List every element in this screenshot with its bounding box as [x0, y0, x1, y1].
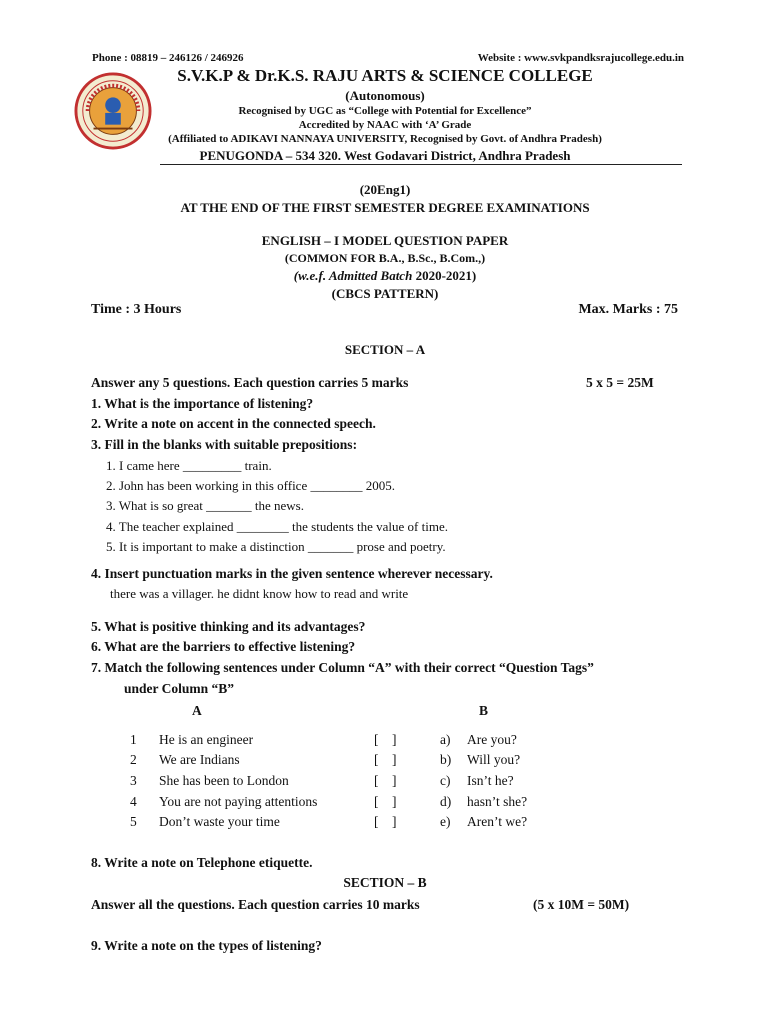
match-bracket: [ ] — [374, 794, 397, 809]
question-1: 1. What is the importance of listening? — [91, 396, 314, 411]
section-a-marks: 5 x 5 = 25M — [586, 375, 654, 390]
pattern-label: (CBCS PATTERN) — [331, 286, 439, 301]
match-letter: b) — [440, 752, 452, 767]
match-sentence: You are not paying attentions — [159, 794, 318, 809]
match-letter: e) — [440, 814, 451, 829]
match-num: 3 — [130, 773, 137, 788]
match-num: 4 — [130, 794, 137, 809]
exam-title: AT THE END OF THE FIRST SEMESTER DEGREE EXAMINATIONS — [180, 200, 590, 215]
section-b-marks: (5 x 10M = 50M) — [533, 897, 630, 912]
affiliation-text: (Affiliated to ADIKAVI NANNAYA UNIVERSITY, Recognised by Govt. of Andhra Pradesh) — [168, 133, 602, 145]
question-2: 2. Write a note on accent in the connected speech. — [91, 416, 376, 431]
contact-line — [92, 52, 684, 64]
match-num: 5 — [130, 814, 137, 829]
section-a-instruction: Answer any 5 questions. Each question carries 5 marks — [91, 375, 409, 390]
question-8: 8. Write a note on Telephone etiquette. — [91, 855, 313, 870]
match-tag: Will you? — [467, 752, 521, 767]
q3-item: 4. The teacher explained ________ the students the value of time. — [106, 519, 448, 534]
q3-item: 1. I came here _________ train. — [106, 458, 272, 473]
q3-item: 2. John has been working in this office ________ 2005. — [106, 478, 395, 493]
q3-item: 5. It is important to make a distinction _______ prose and poetry. — [106, 539, 446, 554]
match-letter: d) — [440, 794, 452, 809]
question-3: 3. Fill in the blanks with suitable prepositions: — [91, 437, 358, 452]
match-letter: c) — [440, 773, 451, 788]
phone-text: Phone : 08819 – 246126 / 246926 — [92, 52, 244, 64]
admitted-batch — [0, 268, 770, 284]
question-5: 5. What is positive thinking and its advantages? — [91, 619, 366, 634]
match-sentence: She has been to London — [159, 773, 289, 788]
match-sentence: Don’t waste your time — [159, 814, 280, 829]
paper-code: (20Eng1) — [359, 182, 411, 197]
match-letter: a) — [440, 732, 451, 747]
section-b-instruction: Answer all the questions. Each question carries 10 marks — [91, 897, 420, 912]
batch-italic: (w.e.f. Admitted Batch — [293, 268, 413, 283]
match-tag: Isn’t he? — [467, 773, 514, 788]
match-tag: hasn’t she? — [467, 794, 528, 809]
batch-years: 2020-2021) — [412, 268, 477, 283]
question-6: 6. What are the barriers to effective listening? — [91, 639, 356, 654]
match-num: 2 — [130, 752, 137, 767]
autonomous-label: (Autonomous) — [345, 88, 425, 103]
header-divider — [160, 164, 682, 165]
column-b-header: B — [479, 703, 489, 718]
time-label: Time : 3 Hours — [91, 302, 182, 317]
question-4: 4. Insert punctuation marks in the given sentence wherever necessary. — [91, 566, 493, 581]
section-a-title: SECTION – A — [344, 342, 426, 357]
q4-sentence: there was a villager. he didnt know how to read and write — [110, 586, 409, 601]
college-address: PENUGONDA – 534 320. West Godavari District, Andhra Pradesh — [199, 148, 571, 163]
q3-item: 3. What is so great _______ the news. — [106, 498, 304, 513]
section-b-title: SECTION – B — [343, 875, 427, 890]
recognition-text: Recognised by UGC as “College with Potential for Excellence” — [238, 105, 532, 117]
match-sentence: We are Indians — [159, 752, 240, 767]
question-9: 9. Write a note on the types of listening? — [91, 938, 322, 953]
max-marks-label: Max. Marks : 75 — [578, 302, 678, 317]
match-bracket: [ ] — [374, 814, 397, 829]
paper-title: ENGLISH – I MODEL QUESTION PAPER — [261, 233, 509, 248]
match-bracket: [ ] — [374, 732, 397, 747]
match-bracket: [ ] — [374, 752, 397, 767]
website-text: Website : www.svkpandksrajucollege.edu.in — [477, 52, 684, 64]
match-num: 1 — [130, 732, 137, 747]
accreditation-text: Accredited by NAAC with ‘A’ Grade — [298, 119, 472, 131]
match-tag: Aren’t we? — [467, 814, 528, 829]
question-7: 7. Match the following sentences under Column “A” with their correct “Question Tags” — [91, 660, 594, 675]
match-bracket: [ ] — [374, 773, 397, 788]
college-name: S.V.K.P & Dr.K.S. RAJU ARTS & SCIENCE COLLEGE — [177, 66, 593, 85]
question-7-continued: under Column “B” — [124, 681, 235, 696]
college-logo — [74, 72, 152, 150]
match-sentence: He is an engineer — [159, 732, 254, 747]
common-for: (COMMON FOR B.A., B.Sc., B.Com.,) — [284, 251, 486, 265]
column-a-header: A — [192, 703, 202, 718]
match-tag: Are you? — [467, 732, 517, 747]
